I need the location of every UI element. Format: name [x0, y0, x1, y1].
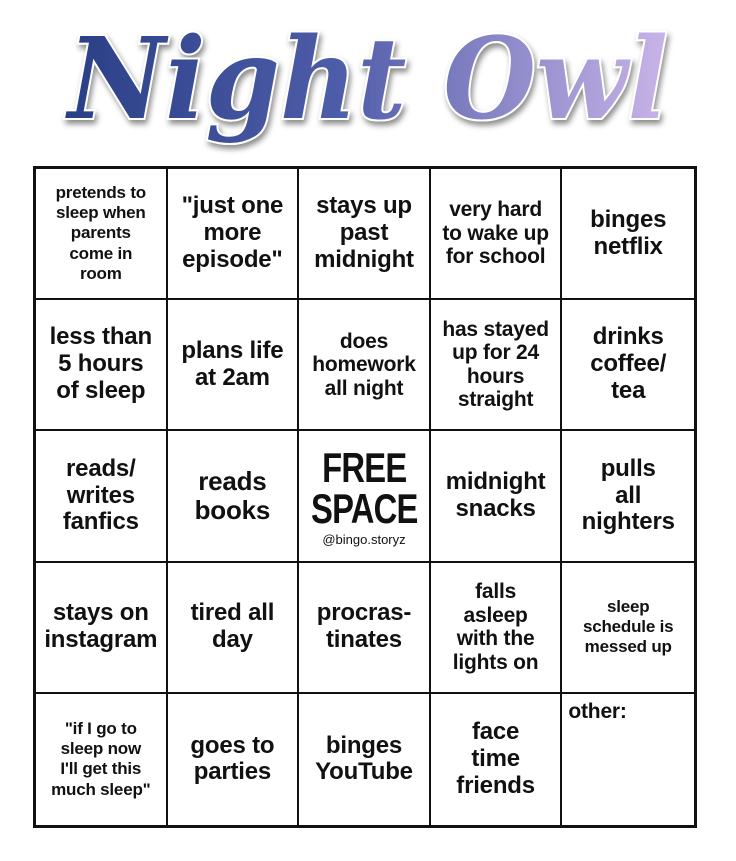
bingo-cell: pretends to sleep when parents come in room [36, 169, 168, 300]
bingo-cell: binges YouTube [299, 694, 431, 825]
bingo-cell: does homework all night [299, 300, 431, 431]
bingo-cell: very hard to wake up for school [431, 169, 563, 300]
bingo-cell: falls asleep with the lights on [431, 563, 563, 694]
bingo-cell: has stayed up for 24 hours straight [431, 300, 563, 431]
bingo-cell: reads books [168, 431, 300, 562]
bingo-cell: drinks coffee/ tea [562, 300, 694, 431]
bingo-cell-other: other: [568, 699, 627, 723]
bingo-grid [33, 166, 697, 828]
free-space-cell [299, 431, 431, 562]
free-space-credit: @bingo.storyz [322, 531, 406, 547]
bingo-cell: face time friends [431, 694, 563, 825]
bingo-cell: plans life at 2am [168, 300, 300, 431]
free-space-label: FREE SPACE [310, 443, 418, 532]
bingo-cell: "if I go to sleep now I'll get this much sleep" [36, 694, 168, 825]
bingo-cell: goes to parties [168, 694, 300, 825]
bingo-cell: reads/ writes fanfics [36, 431, 168, 562]
bingo-cell: sleep schedule is messed up [562, 563, 694, 694]
bingo-cell: less than 5 hours of sleep [36, 300, 168, 431]
title-banner [0, 0, 736, 160]
bingo-cell: tired all day [168, 563, 300, 694]
bingo-cell: "just one more episode" [168, 169, 300, 300]
page-title: Night Owl [65, 14, 668, 145]
bingo-cell: stays up past midnight [299, 169, 431, 300]
bingo-cell: binges netflix [562, 169, 694, 300]
bingo-cell: stays on instagram [36, 563, 168, 694]
bingo-cell: pulls all nighters [562, 431, 694, 562]
bingo-cell: procras- tinates [299, 563, 431, 694]
title-graphic [0, 0, 736, 160]
bingo-cell: midnight snacks [431, 431, 563, 562]
